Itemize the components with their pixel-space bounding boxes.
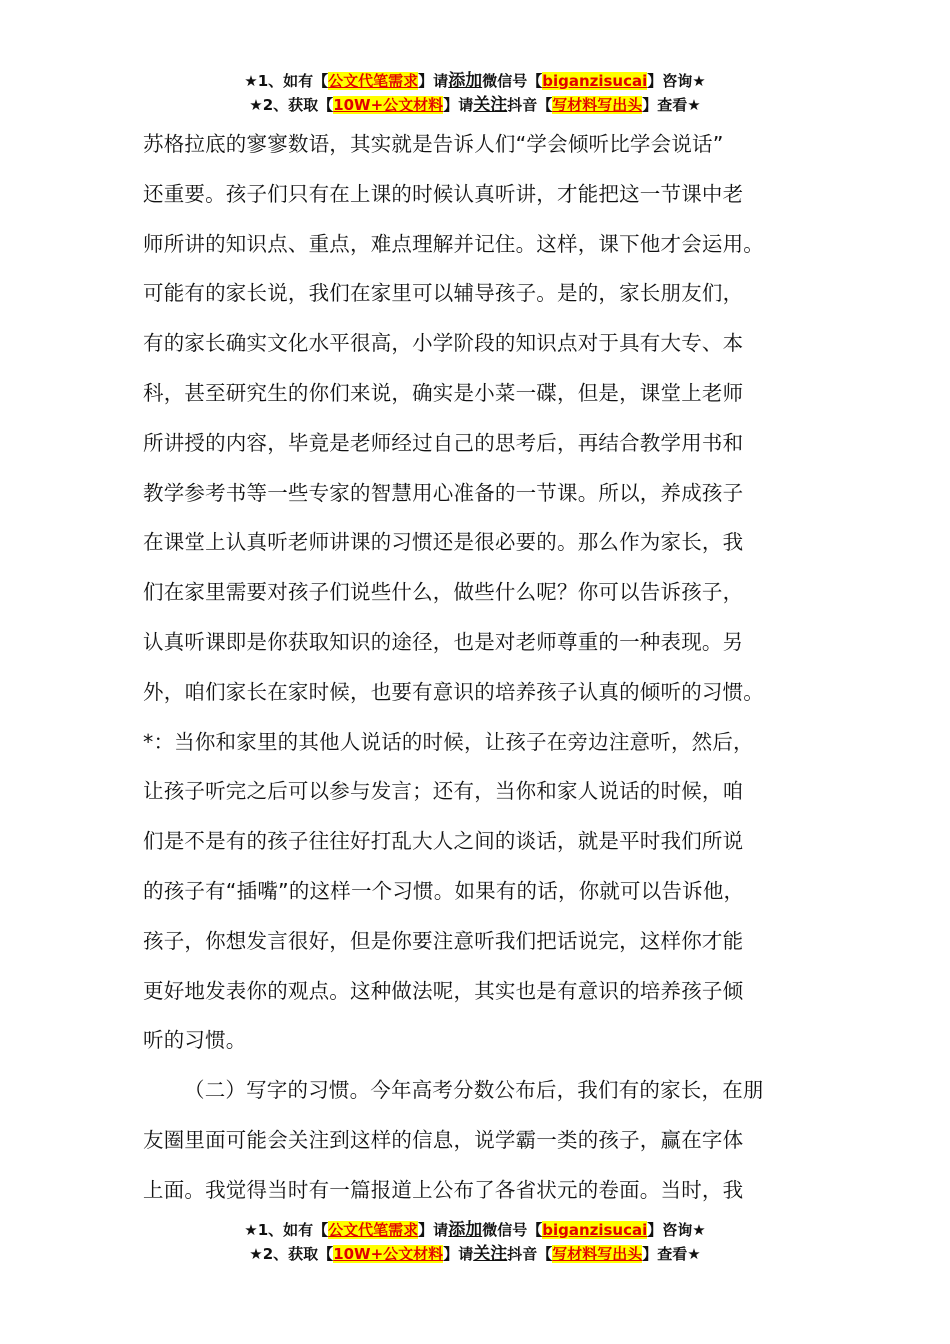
- text-line: 科，甚至研究生的你们来说，确实是小菜一碟，但是，课堂上老师: [143, 380, 744, 405]
- banner-underline: 添加: [448, 71, 483, 91]
- banner-highlight: 10W+公文材料: [333, 96, 444, 114]
- banner-text: 】请: [418, 1221, 449, 1239]
- banner-text: 】请: [443, 1245, 474, 1263]
- text-line: 让孩子听完之后可以参与发言；还有，当你和家人说话的时候，咱: [143, 779, 744, 804]
- text-line: 教学参考书等一些专家的智慧用心准备的一节课。所以，养成孩子: [143, 480, 744, 505]
- banner-text: ★2、获取【: [249, 1245, 334, 1263]
- banner-underline: 关注: [473, 95, 508, 115]
- banner-highlight: biganzisucai: [542, 1221, 648, 1239]
- banner-highlight: 公文代笔需求: [328, 72, 419, 90]
- banner-text: 】请: [418, 72, 449, 90]
- text-line: 听的习惯。: [143, 1028, 247, 1053]
- banner-line-2: [0, 1242, 950, 1266]
- banner-text: 微信号【: [482, 1221, 543, 1239]
- banner-text: 】查看★: [642, 1245, 701, 1263]
- text-line: 还重要。孩子们只有在上课的时候认真听讲，才能把这一节课中老: [143, 181, 744, 206]
- banner-underline: 添加: [448, 1220, 483, 1240]
- banner-text: 微信号【: [482, 72, 543, 90]
- text-line: *：当你和家里的其他人说话的时候，让孩子在旁边注意听，然后，: [143, 729, 754, 754]
- text-line: 更好地发表你的观点。这种做法呢，其实也是有意识的培养孩子倾: [143, 978, 744, 1003]
- banner-line-2: [0, 93, 950, 117]
- banner-highlight: 10W+公文材料: [333, 1245, 444, 1263]
- text-line: 有的家长确实文化水平很高，小学阶段的知识点对于具有大专、本: [143, 331, 744, 356]
- text-line: （二）写字的习惯。今年高考分数公布后，我们有的家长，在朋: [184, 1078, 764, 1103]
- banner-highlight: 公文代笔需求: [328, 1221, 419, 1239]
- text-line: 的孩子有“插嘴”的这样一个习惯。如果有的话，你就可以告诉他，: [143, 878, 745, 903]
- banner-text: 】咨询★: [647, 72, 706, 90]
- banner-highlight: 写材料写出头: [552, 1245, 643, 1263]
- text-line: 上面。我觉得当时有一篇报道上公布了各省状元的卷面。当时，我: [143, 1177, 744, 1202]
- banner-text: ★1、如有【: [244, 72, 329, 90]
- banner-text: 】查看★: [642, 96, 701, 114]
- body-text: [143, 120, 823, 1216]
- text-line: 友圈里面可能会关注到这样的信息，说学霸一类的孩子，赢在字体: [143, 1127, 744, 1152]
- text-line: 认真听课即是你获取知识的途径，也是对老师尊重的一种表现。另: [143, 629, 744, 654]
- banner-text: 】请: [443, 96, 474, 114]
- text-line: 外，咱们家长在家时候，也要有意识的培养孩子认真的倾听的习惯。: [143, 679, 764, 704]
- banner-text: ★2、获取【: [249, 96, 334, 114]
- banner-line-1: [0, 69, 950, 93]
- text-line: 苏格拉底的寥寥数语，其实就是告诉人们“学会倾听比学会说话”: [143, 132, 724, 156]
- text-line: 所讲授的内容，毕竟是老师经过自己的思考后，再结合教学用书和: [143, 430, 744, 455]
- footer-banner: [0, 1218, 950, 1266]
- text-line: 们在家里需要对孩子们说些什么，做些什么呢？你可以告诉孩子，: [143, 580, 744, 605]
- banner-highlight: 写材料写出头: [552, 96, 643, 114]
- text-line: 师所讲的知识点、重点，难点理解并记住。这样，课下他才会运用。: [143, 231, 764, 256]
- banner-text: 抖音【: [507, 1245, 553, 1263]
- banner-text: ★1、如有【: [244, 1221, 329, 1239]
- text-line: 们是不是有的孩子往往好打乱大人之间的谈话，就是平时我们所说: [143, 829, 744, 854]
- banner-highlight: biganzisucai: [542, 72, 648, 90]
- text-line: 在课堂上认真听老师讲课的习惯还是很必要的。那么作为家长，我: [143, 530, 744, 555]
- banner-line-1: [0, 1218, 950, 1242]
- banner-underline: 关注: [473, 1244, 508, 1264]
- banner-text: 】咨询★: [647, 1221, 706, 1239]
- text-line: 孩子，你想发言很好，但是你要注意听我们把话说完，这样你才能: [143, 928, 744, 953]
- header-banner: [0, 69, 950, 117]
- text-line: 可能有的家长说，我们在家里可以辅导孩子。是的，家长朋友们，: [143, 281, 744, 306]
- banner-text: 抖音【: [507, 96, 553, 114]
